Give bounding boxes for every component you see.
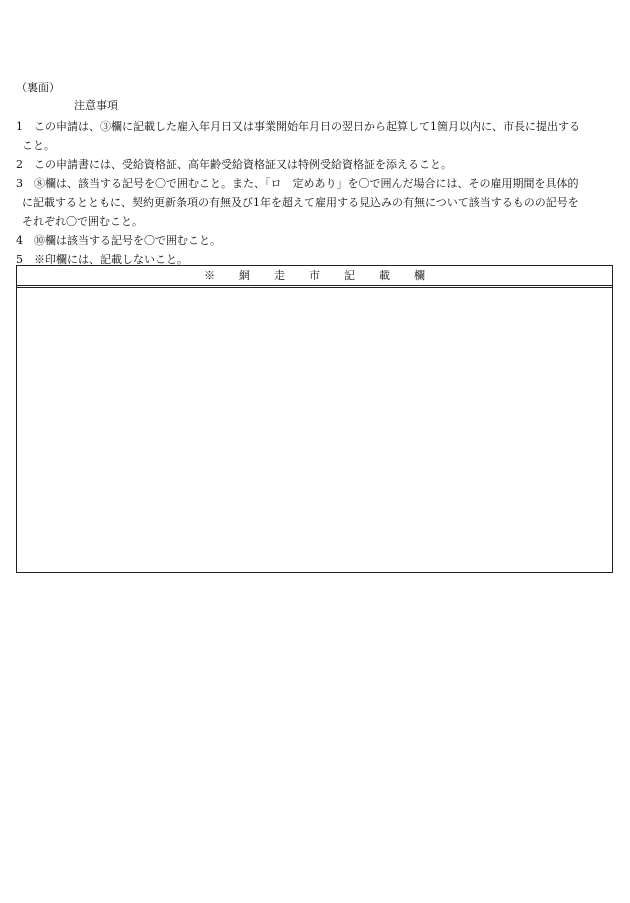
note-text-line: こと。	[22, 139, 55, 152]
city-use-box	[16, 265, 613, 573]
notes-heading: 注意事項	[74, 99, 118, 112]
note-number: 4	[16, 234, 23, 247]
reverse-side-label: （裏面）	[16, 81, 60, 94]
note-number: 3	[16, 177, 23, 190]
note-text-line: この申請書には、受給資格証、高年齢受給資格証又は特例受給資格証を添えること。	[34, 158, 452, 171]
note-text-line: それぞれ〇で囲むこと。	[22, 215, 143, 228]
note-item-2	[16, 155, 616, 174]
note-item-4	[16, 231, 616, 250]
note-number: 5	[16, 253, 23, 266]
note-item-1	[16, 117, 616, 155]
city-use-box-header: ※網走市記載欄	[17, 266, 612, 288]
note-text-line: ※印欄には、記載しないこと。	[34, 253, 188, 266]
note-text-line: ⑩欄は該当する記号を〇で囲むこと。	[34, 234, 221, 247]
note-number: 2	[16, 158, 23, 171]
note-text-line: この申請は、③欄に記載した雇入年月日又は事業開始年月日の翌日から起算して1箇月以内に、市長に提出する	[34, 120, 580, 133]
notes-list	[16, 117, 616, 269]
note-number: 1	[16, 120, 23, 133]
note-text-line: に記載するとともに、契約更新条項の有無及び1年を超えて雇用する見込みの有無について該当するものの記号を	[22, 196, 579, 209]
note-item-3	[16, 174, 616, 231]
note-text-line: ⑧欄は、該当する記号を〇で囲むこと。また、「ロ 定めあり」を〇で囲んだ場合には、その雇用期間を具体的	[34, 177, 579, 190]
